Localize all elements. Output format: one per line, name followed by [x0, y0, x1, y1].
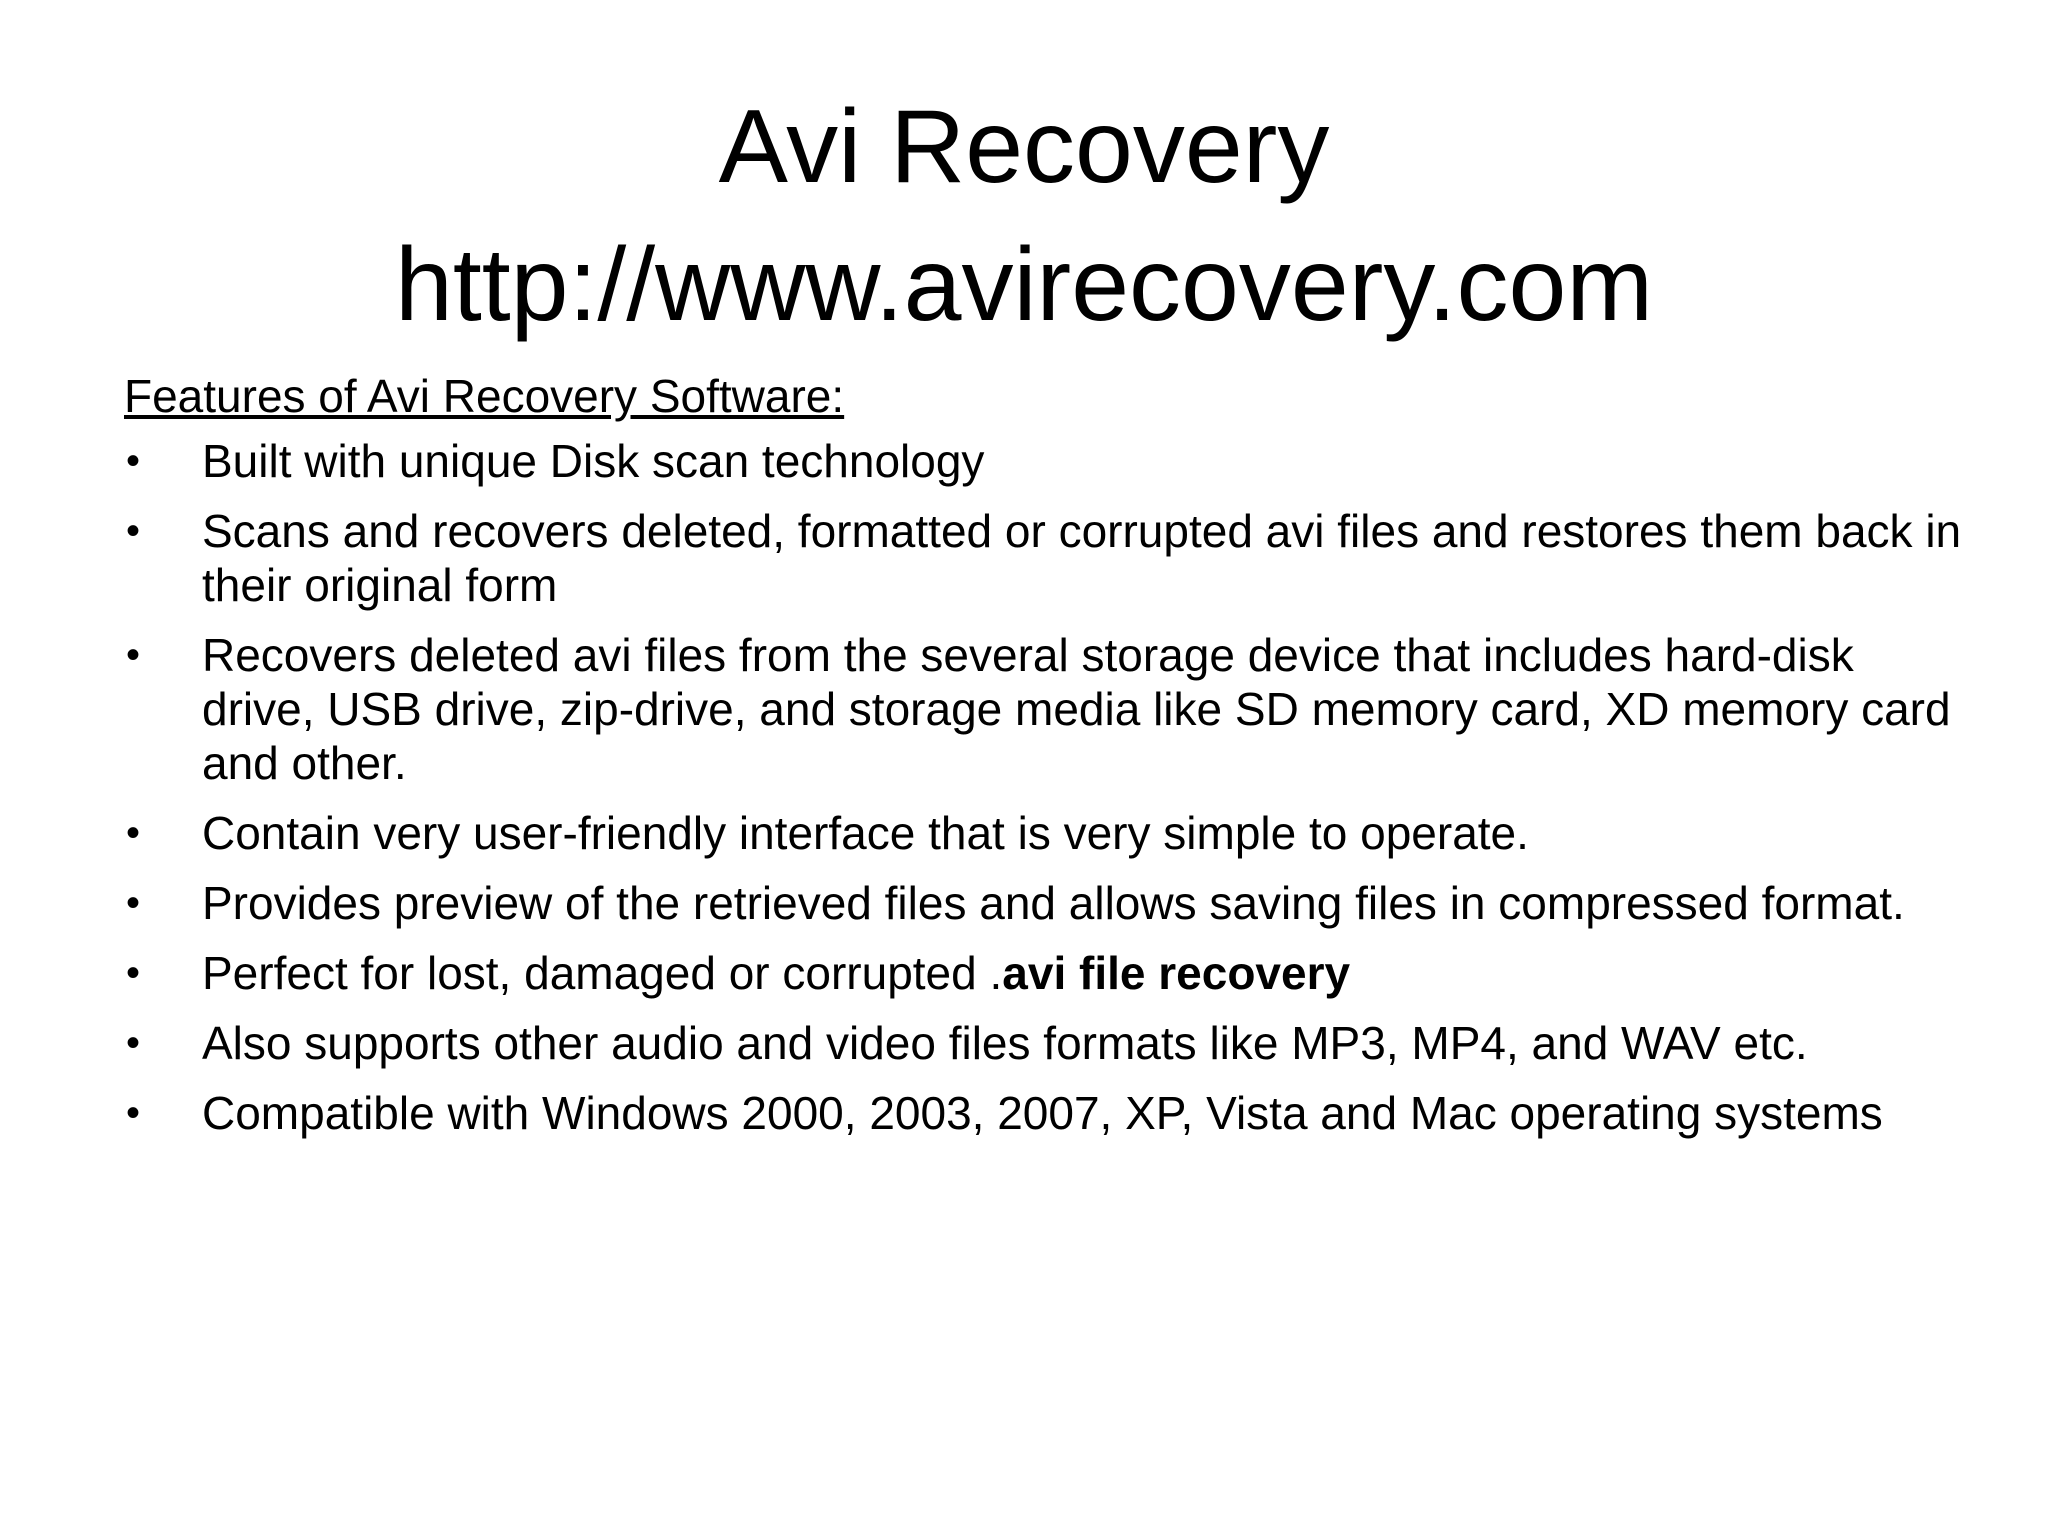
list-item	[124, 1016, 1964, 1070]
features-list	[124, 434, 1964, 1140]
bullet-icon: •	[126, 881, 141, 925]
title-line-product: Avi Recovery	[718, 89, 1330, 205]
feature-text: Also supports other audio and video files formats like MP3, MP4, and WAV etc.	[202, 1017, 1808, 1069]
list-item	[124, 1086, 1964, 1140]
list-item	[124, 504, 1964, 612]
list-item	[124, 806, 1964, 860]
list-item	[124, 946, 1964, 1000]
bullet-icon: •	[126, 1021, 141, 1065]
feature-text: Built with unique Disk scan technology	[202, 435, 985, 487]
slide-title	[0, 78, 2048, 354]
title-line-url: http://www.avirecovery.com	[394, 227, 1653, 343]
list-item	[124, 434, 1964, 488]
slide-body	[124, 366, 1964, 1156]
feature-bold-text: avi file recovery	[1002, 947, 1351, 999]
bullet-icon: •	[126, 633, 141, 677]
bullet-icon: •	[126, 951, 141, 995]
feature-text: Recovers deleted avi files from the several storage device that includes hard-disk drive, USB drive, zip-drive, and storage media like SD memory card, XD memory card and other.	[202, 629, 1951, 789]
feature-text: Provides preview of the retrieved files and allows saving files in compressed format.	[202, 877, 1905, 929]
feature-text: Compatible with Windows 2000, 2003, 2007, XP, Vista and Mac operating systems	[202, 1087, 1883, 1139]
bullet-icon: •	[126, 439, 141, 483]
feature-text: Perfect for lost, damaged or corrupted .	[202, 947, 1003, 999]
list-item	[124, 876, 1964, 930]
bullet-icon: •	[126, 1091, 141, 1135]
list-item	[124, 628, 1964, 790]
feature-text: Scans and recovers deleted, formatted or corrupted avi files and restores them back in their original form	[202, 505, 1962, 611]
features-heading: Features of Avi Recovery Software:	[124, 370, 845, 422]
feature-text: Contain very user-friendly interface that is very simple to operate.	[202, 807, 1529, 859]
bullet-icon: •	[126, 811, 141, 855]
bullet-icon: •	[126, 509, 141, 553]
